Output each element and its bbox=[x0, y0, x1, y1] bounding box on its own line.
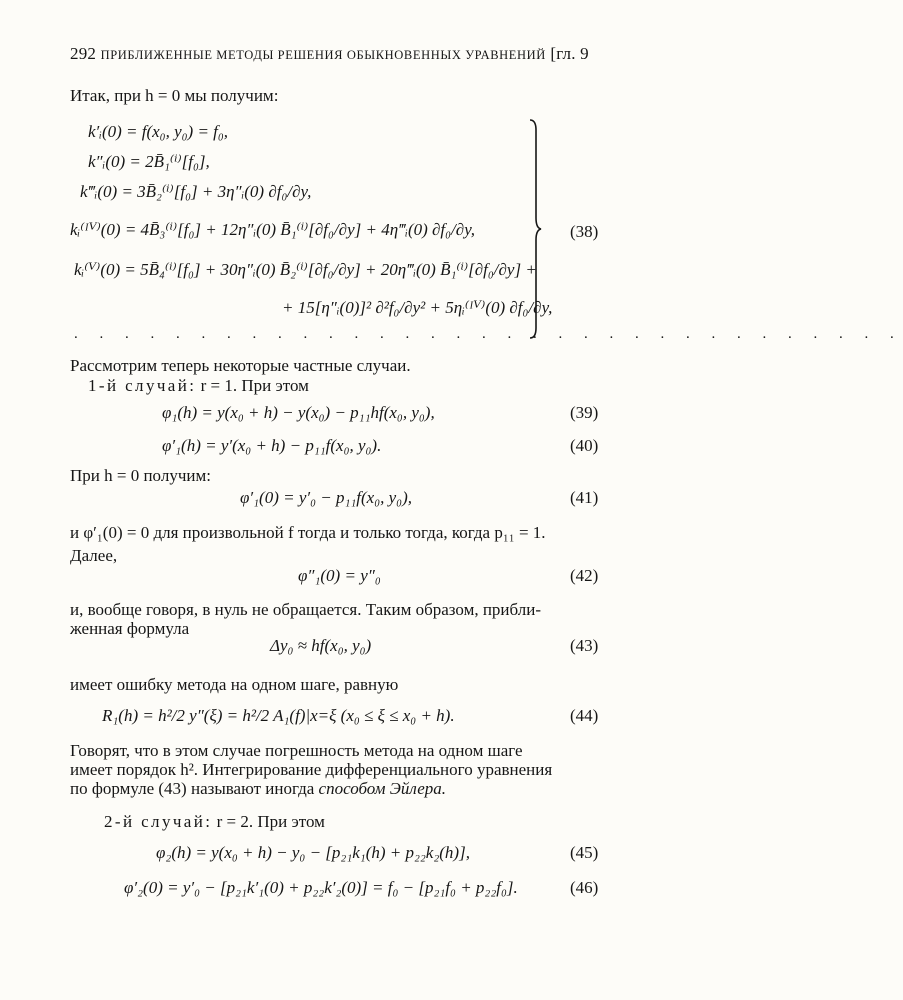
eq38-line-5: kᵢ⁽ⱽ⁾(0) = 5B̄₄⁽ⁱ⁾[f₀] + 30η″ᵢ(0) B̄₂⁽ⁱ⁾[∂f₀/∂y] + 20η‴ᵢ(0) B̄₁⁽ⁱ⁾[∂f₀/∂y] + bbox=[74, 260, 537, 279]
para-euler-2: имеет порядок h². Интегрирование дифференциального уравнения bbox=[70, 760, 553, 779]
eq42-number: (42) bbox=[570, 566, 599, 585]
euler-method-term: способом Эйлера. bbox=[318, 779, 447, 798]
eq38-line-4: kᵢ⁽ᴵⱽ⁾(0) = 4B̄₃⁽ⁱ⁾[f₀] + 12η″ᵢ(0) B̄₁⁽ⁱ⁾[∂f₀/∂y] + 4η‴ᵢ(0) ∂f₀/∂y, bbox=[70, 220, 476, 239]
page-number: 292 bbox=[70, 44, 97, 63]
intro-text: Итак, при h = 0 мы получим: bbox=[70, 86, 279, 105]
eq39-number: (39) bbox=[570, 403, 599, 422]
para-generally-2: женная формула bbox=[70, 619, 190, 638]
eq44: R₁(h) = h²/2 y″(ξ) = h²/2 A₁(f)|x=ξ (x₀ ≤ ξ ≤ x₀ + h). bbox=[102, 706, 455, 725]
para-generally-1: и, вообще говоря, в нуль не обращается. Таким образом, прибли- bbox=[70, 600, 541, 619]
eq38-line-6: + 15[η″ᵢ(0)]² ∂²f₀/∂y² + 5ηᵢ⁽ᴵⱽ⁾(0) ∂f₀/∂y, bbox=[282, 298, 553, 317]
eq43: Δy₀ ≈ hf(x₀, y₀) bbox=[270, 636, 372, 655]
eq40-number: (40) bbox=[570, 436, 599, 455]
para-euler-3 bbox=[70, 779, 446, 799]
case2-heading bbox=[104, 812, 325, 832]
case2-label: 2-й случай: bbox=[104, 812, 213, 831]
eq41-number: (41) bbox=[570, 488, 599, 507]
right-brace bbox=[528, 118, 542, 340]
at-h0-text: При h = 0 получим: bbox=[70, 466, 211, 485]
eq40: φ′₁(h) = y′(x₀ + h) − p₁₁f(x₀, y₀). bbox=[162, 436, 382, 455]
running-title: ПРИБЛИЖЕННЫЕ МЕТОДЫ РЕШЕНИЯ ОБЫКНОВЕННЫХ УРАВНЕНИЙ bbox=[100, 48, 546, 62]
para-euler-3a: по формуле (43) называют иногда bbox=[70, 779, 315, 798]
eq46-number: (46) bbox=[570, 878, 599, 897]
case1-heading bbox=[88, 376, 309, 396]
further-text: Далее, bbox=[70, 546, 118, 565]
eq43-number: (43) bbox=[570, 636, 599, 655]
eq46: φ′₂(0) = y′₀ − [p₂₁k′₁(0) + p₂₂k′₂(0)] = f₀ − [p₂₁f₀ + p₂₂f₀]. bbox=[124, 878, 518, 897]
eq45: φ₂(h) = y(x₀ + h) − y₀ − [p₂₁k₁(h) + p₂₂k₂(h)], bbox=[156, 843, 470, 862]
eq39: φ₁(h) = y(x₀ + h) − y(x₀) − p₁₁hf(x₀, y₀), bbox=[162, 403, 435, 422]
para-euler-1: Говорят, что в этом случае погрешность метода на одном шаге bbox=[70, 741, 523, 760]
eq38-number: (38) bbox=[570, 222, 599, 241]
eq45-number: (45) bbox=[570, 843, 599, 862]
eq38-line-3: k‴ᵢ(0) = 3B̄₂⁽ⁱ⁾[f₀] + 3η″ᵢ(0) ∂f₀/∂y, bbox=[80, 182, 312, 201]
eq42: φ″₁(0) = y″₀ bbox=[298, 566, 381, 585]
error-intro: имеет ошибку метода на одном шаге, равную bbox=[70, 675, 399, 694]
case2-condition: r = 2. При этом bbox=[216, 812, 325, 831]
special-cases-text: Рассмотрим теперь некоторые частные случаи. bbox=[70, 356, 411, 375]
eq44-number: (44) bbox=[570, 706, 599, 725]
running-header bbox=[70, 44, 589, 64]
eq38-line-2: k″ᵢ(0) = 2B̄₁⁽ⁱ⁾[f₀], bbox=[88, 152, 210, 171]
eq38-line-1: k′ᵢ(0) = f(x₀, y₀) = f₀, bbox=[88, 122, 229, 141]
eq38-ellipsis: . . . . . . . . . . . . . . . . . . . . . . . . . . . . . . . . . bbox=[74, 326, 903, 342]
chapter-ref: [гл. 9 bbox=[550, 44, 589, 63]
eq41: φ′₁(0) = y′₀ − p₁₁f(x₀, y₀), bbox=[240, 488, 413, 507]
para-zero: и φ′₁(0) = 0 для произвольной f тогда и только тогда, когда p₁₁ = 1. bbox=[70, 523, 546, 542]
case1-condition: r = 1. При этом bbox=[200, 376, 309, 395]
case1-label: 1-й случай: bbox=[88, 376, 197, 395]
